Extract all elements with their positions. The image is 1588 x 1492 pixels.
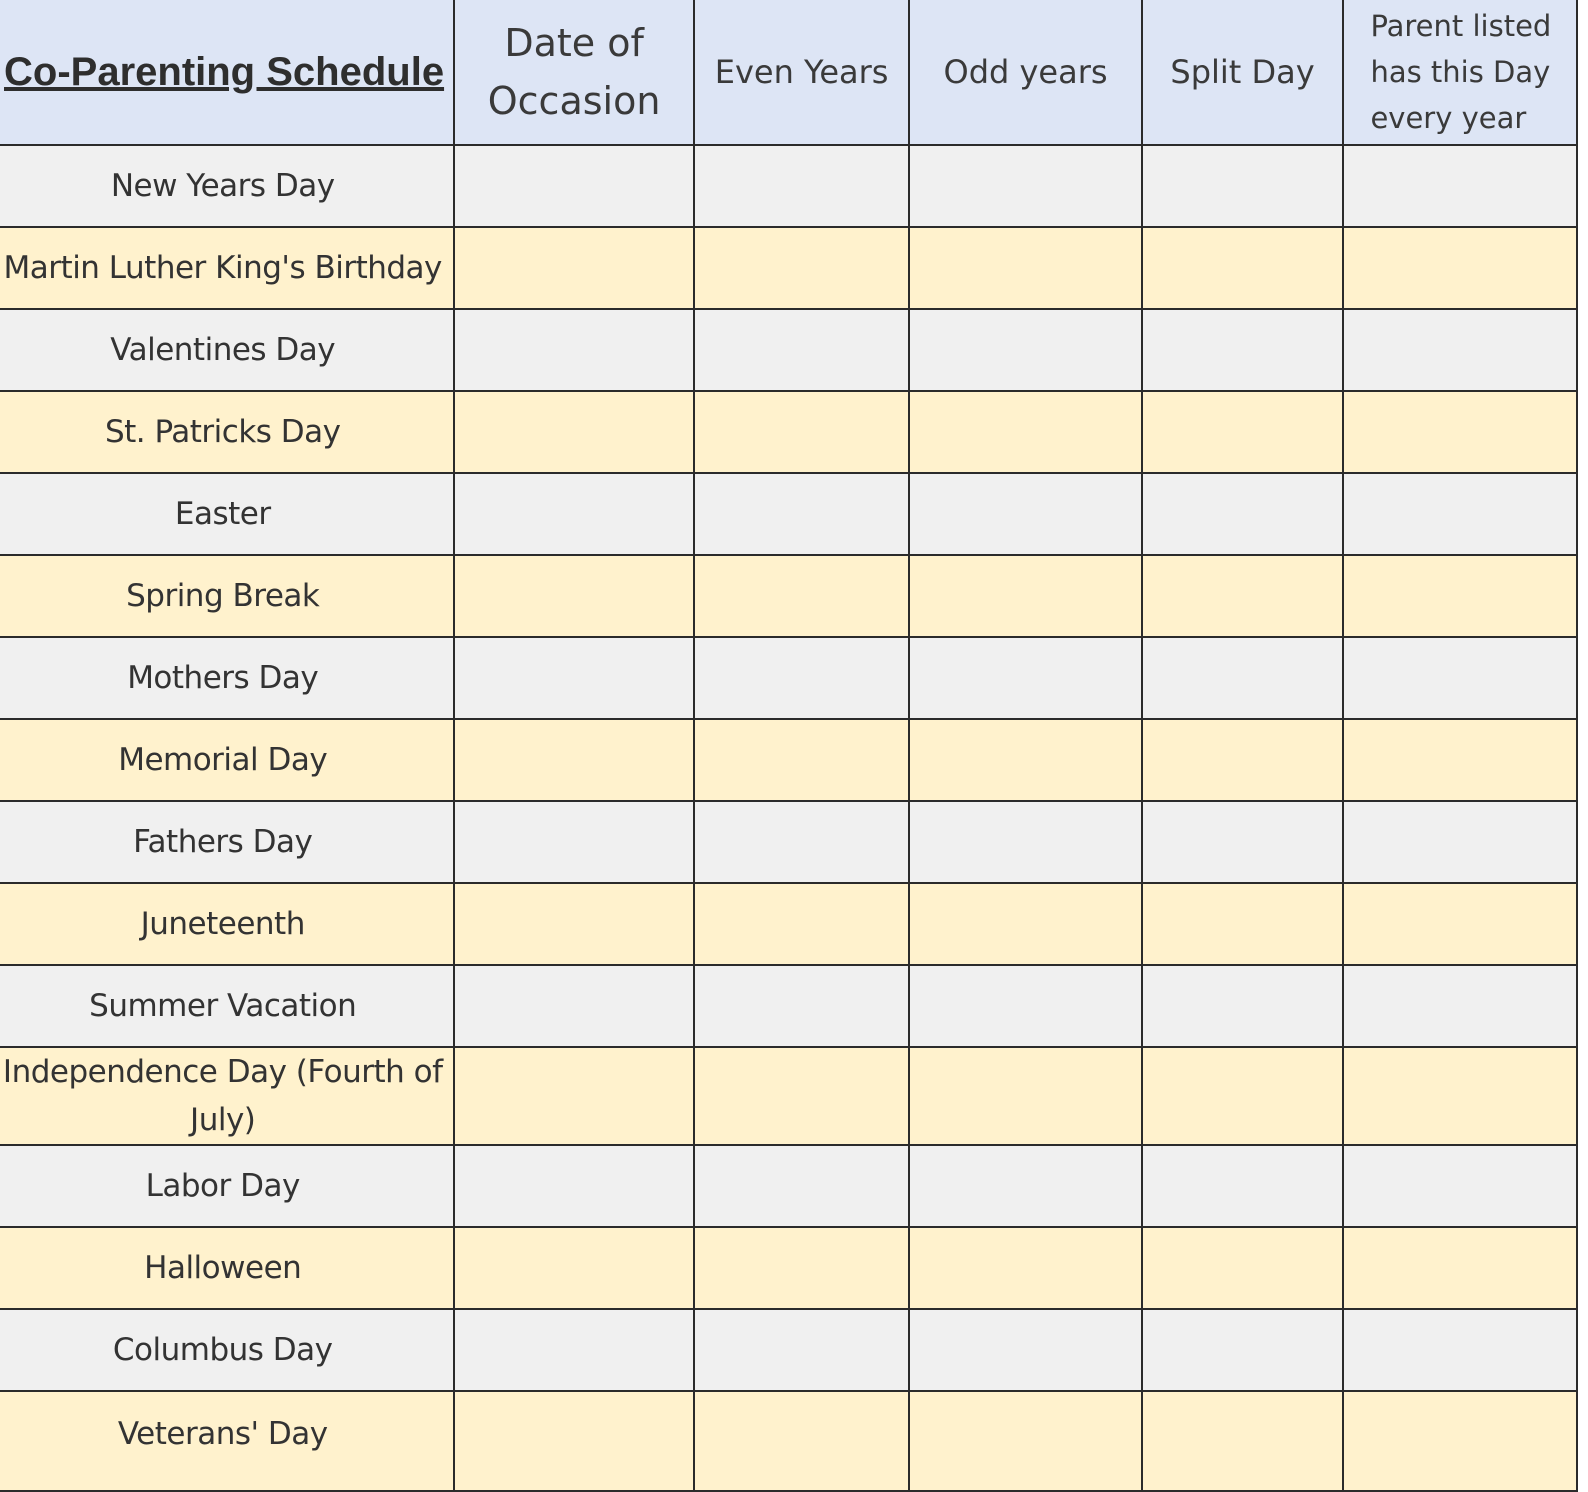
even-years-cell[interactable] — [694, 1145, 910, 1227]
occasion-cell[interactable]: Mothers Day — [0, 637, 454, 719]
table-row — [0, 801, 1577, 883]
even-years-cell[interactable] — [694, 637, 910, 719]
parent-listed-cell[interactable] — [1343, 883, 1577, 965]
odd-years-cell[interactable] — [909, 1309, 1141, 1391]
split-day-cell[interactable] — [1142, 227, 1344, 309]
odd-years-cell[interactable] — [909, 883, 1141, 965]
occasion-cell[interactable]: Fathers Day — [0, 801, 454, 883]
even-years-cell[interactable] — [694, 145, 910, 227]
parent-listed-cell[interactable] — [1343, 1227, 1577, 1309]
date-cell[interactable] — [454, 965, 693, 1047]
split-day-cell[interactable] — [1142, 555, 1344, 637]
even-years-cell[interactable] — [694, 309, 910, 391]
date-cell[interactable] — [454, 473, 693, 555]
table-row — [0, 473, 1577, 555]
even-years-cell[interactable] — [694, 1227, 910, 1309]
odd-years-cell[interactable] — [909, 1145, 1141, 1227]
parent-listed-cell[interactable] — [1343, 309, 1577, 391]
occasion-cell[interactable]: Independence Day (Fourth of July) — [0, 1047, 454, 1145]
occasion-cell[interactable]: New Years Day — [0, 145, 454, 227]
date-cell[interactable] — [454, 145, 693, 227]
even-years-cell[interactable] — [694, 719, 910, 801]
split-day-cell[interactable] — [1142, 1145, 1344, 1227]
column-header-even-years[interactable]: Even Years — [694, 0, 910, 145]
table-row — [0, 1227, 1577, 1309]
parent-listed-cell[interactable] — [1343, 145, 1577, 227]
occasion-cell[interactable]: Columbus Day — [0, 1309, 454, 1391]
occasion-cell[interactable]: Easter — [0, 473, 454, 555]
occasion-cell[interactable]: Halloween — [0, 1227, 454, 1309]
parent-listed-cell[interactable] — [1343, 801, 1577, 883]
table-row — [0, 719, 1577, 801]
parent-listed-cell[interactable] — [1343, 1309, 1577, 1391]
date-cell[interactable] — [454, 1145, 693, 1227]
date-cell[interactable] — [454, 883, 693, 965]
odd-years-cell[interactable] — [909, 309, 1141, 391]
date-cell[interactable] — [454, 637, 693, 719]
odd-years-cell[interactable] — [909, 227, 1141, 309]
occasion-cell[interactable]: Juneteenth — [0, 883, 454, 965]
parent-listed-cell[interactable] — [1343, 1145, 1577, 1227]
occasion-cell[interactable]: Veterans' Day — [0, 1391, 454, 1491]
even-years-cell[interactable] — [694, 965, 910, 1047]
occasion-cell[interactable]: Valentines Day — [0, 309, 454, 391]
parent-listed-cell[interactable] — [1343, 1391, 1577, 1491]
column-header-date-of-occasion[interactable]: Date of Occasion — [454, 0, 693, 145]
table-row — [0, 555, 1577, 637]
split-day-cell[interactable] — [1142, 145, 1344, 227]
occasion-cell[interactable]: Summer Vacation — [0, 965, 454, 1047]
table-row — [0, 965, 1577, 1047]
date-cell[interactable] — [454, 1047, 693, 1145]
even-years-cell[interactable] — [694, 555, 910, 637]
date-cell[interactable] — [454, 801, 693, 883]
odd-years-cell[interactable] — [909, 965, 1141, 1047]
column-header-split-day[interactable]: Split Day — [1142, 0, 1344, 145]
table-row — [0, 883, 1577, 965]
date-cell[interactable] — [454, 555, 693, 637]
split-day-cell[interactable] — [1142, 1391, 1344, 1491]
even-years-cell[interactable] — [694, 473, 910, 555]
table-row — [0, 227, 1577, 309]
occasion-cell[interactable]: Spring Break — [0, 555, 454, 637]
table-row — [0, 1309, 1577, 1391]
split-day-cell[interactable] — [1142, 391, 1344, 473]
parent-listed-cell[interactable] — [1343, 1047, 1577, 1145]
odd-years-cell[interactable] — [909, 145, 1141, 227]
even-years-cell[interactable] — [694, 391, 910, 473]
split-day-cell[interactable] — [1142, 965, 1344, 1047]
parent-listed-cell[interactable] — [1343, 391, 1577, 473]
table-row — [0, 391, 1577, 473]
occasion-cell[interactable]: St. Patricks Day — [0, 391, 454, 473]
date-cell[interactable] — [454, 1309, 693, 1391]
even-years-cell[interactable] — [694, 1391, 910, 1491]
split-day-cell[interactable] — [1142, 1047, 1344, 1145]
parent-listed-cell[interactable] — [1343, 555, 1577, 637]
parent-listed-cell[interactable] — [1343, 965, 1577, 1047]
split-day-cell[interactable] — [1142, 1309, 1344, 1391]
split-day-cell[interactable] — [1142, 473, 1344, 555]
odd-years-cell[interactable] — [909, 391, 1141, 473]
occasion-cell[interactable]: Labor Day — [0, 1145, 454, 1227]
odd-years-cell[interactable] — [909, 1227, 1141, 1309]
table-row — [0, 309, 1577, 391]
occasion-cell[interactable]: Martin Luther King's Birthday — [0, 227, 454, 309]
column-header-odd-years[interactable]: Odd years — [909, 0, 1141, 145]
date-cell[interactable] — [454, 1391, 693, 1491]
parent-listed-cell[interactable] — [1343, 473, 1577, 555]
even-years-cell[interactable] — [694, 1309, 910, 1391]
split-day-cell[interactable] — [1142, 637, 1344, 719]
odd-years-cell[interactable] — [909, 1047, 1141, 1145]
table-row — [0, 1391, 1577, 1491]
column-header-parent-listed[interactable]: Parent listed has this Day every year — [1343, 0, 1577, 145]
table-row — [0, 1047, 1577, 1145]
parent-listed-cell[interactable] — [1343, 719, 1577, 801]
even-years-cell[interactable] — [694, 883, 910, 965]
even-years-cell[interactable] — [694, 801, 910, 883]
date-cell[interactable] — [454, 227, 693, 309]
odd-years-cell[interactable] — [909, 719, 1141, 801]
date-cell[interactable] — [454, 1227, 693, 1309]
odd-years-cell[interactable] — [909, 473, 1141, 555]
date-cell[interactable] — [454, 391, 693, 473]
table-row — [0, 637, 1577, 719]
odd-years-cell[interactable] — [909, 1391, 1141, 1491]
date-cell[interactable] — [454, 719, 693, 801]
date-cell[interactable] — [454, 309, 693, 391]
occasion-cell[interactable]: Memorial Day — [0, 719, 454, 801]
parent-listed-cell[interactable] — [1343, 637, 1577, 719]
split-day-cell[interactable] — [1142, 719, 1344, 801]
parent-listed-cell[interactable] — [1343, 227, 1577, 309]
table-row — [0, 145, 1577, 227]
split-day-cell[interactable] — [1142, 801, 1344, 883]
split-day-cell[interactable] — [1142, 883, 1344, 965]
odd-years-cell[interactable] — [909, 801, 1141, 883]
split-day-cell[interactable] — [1142, 1227, 1344, 1309]
odd-years-cell[interactable] — [909, 555, 1141, 637]
odd-years-cell[interactable] — [909, 637, 1141, 719]
split-day-cell[interactable] — [1142, 309, 1344, 391]
sheet-title[interactable]: Co-Parenting Schedule — [0, 0, 454, 145]
table-row — [0, 1145, 1577, 1227]
even-years-cell[interactable] — [694, 1047, 910, 1145]
header-row — [0, 0, 1577, 145]
even-years-cell[interactable] — [694, 227, 910, 309]
